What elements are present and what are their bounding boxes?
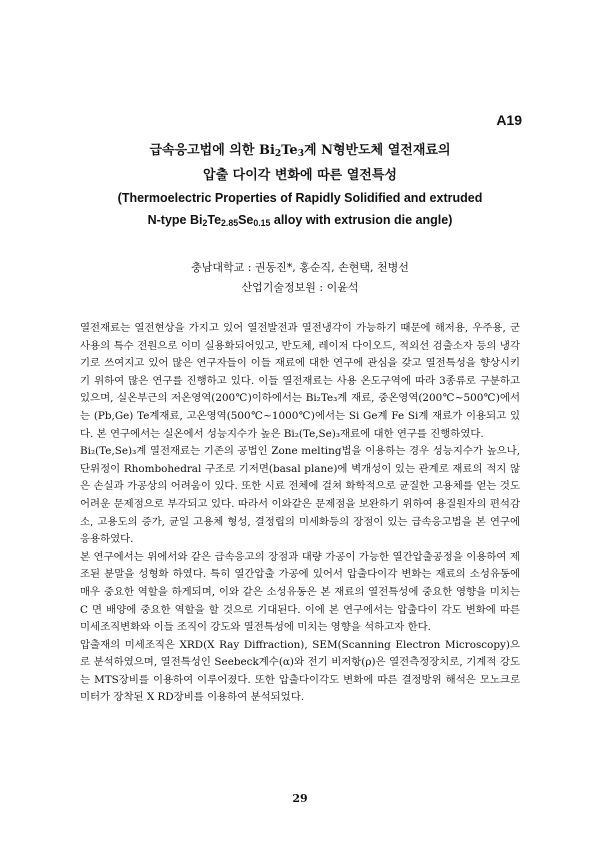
abstract-body <box>80 320 520 707</box>
english-title-text-a: N-type Bi <box>147 213 203 227</box>
korean-title-text-b: Te <box>281 143 298 158</box>
title-block <box>60 140 540 234</box>
korean-title-text-c: 계 N형반도체 열전재료의 <box>304 143 451 158</box>
english-title-line-2 <box>60 209 540 234</box>
english-title-text-b: Te <box>207 213 222 227</box>
author-block <box>60 258 540 298</box>
korean-title-line-2: 압출 다이각 변화에 따른 열전특성 <box>203 168 397 183</box>
body-paragraph-3: 본 연구에서는 위에서와 같은 급속응고의 장점과 대량 가공이 가능한 열간압출공정을 이용하여 제조된 분말을 성형화 하였다. 특히 열간압출 가공에 있어서 압출다이각 변화는 재료의 소성유동에 매우 중요한 역할을 하게되며, 이와 같은 소성유동은 본 재료의 열전특성에 중요한 영향을 미치는 C 면 배양에 중요한 역할을 할 것으로 기대된다. 이에 본 연구에서는 압출다이 각도 변화에 따른 미세조직변화와 이들 조직이 강도와 열전특성에 미치는 영향을 석하고자 한다. <box>80 550 520 634</box>
english-title-line-1: (Thermoelectric Properties of Rapidly Solidified and extruded <box>117 191 483 205</box>
body-paragraph-2: Bi₂(Te,Se)₃계 열전재료는 기존의 공법인 Zone melting법을 이용하는 경우 성능지수가 높으나, 단위정이 Rhombohedral 구조로 기저면(basal plane)에 벽개성이 있는 관계로 재료의 적지 않은 손실과 가공상의 어려움이 있다. 또한 시료 전체에 걸쳐 화학적으로 균질한 고용체를 얻는 것도 어려운 문제점으로 부각되고 있다. 따라서 이와같은 문제점을 보완하기 위하여 용질원자의 편석감소, 고용도의 증가, 균일 고용체 형성, 결정립의 미세화등의 장점이 있는 급속응고법을 본 연구에 응용하였다. <box>80 445 520 546</box>
english-title-sub-2: 2.85 <box>221 218 239 228</box>
body-paragraph-1: 열전재료는 열전현상을 가지고 있어 열전발전과 열전냉각이 가능하기 때문에 해저용, 우주용, 군사용의 특수 전원으로 이미 실용화되어있고, 반도체, 레이저 다이오드, 적외선 검출소자 등의 냉각기로 쓰여지고 있어 많은 연구자들이 이들 재료에 대한 연구에 관심을 갖고 열전특성을 향상시키기 위하여 많은 연구를 진행하고 있다. 이들 열전재료는 사용 온도구역에 따라 3종류로 구분하고 있으며, 실온부근의 저온영역(200℃)이하에서는 Bi₂Te₃계 재료, 중온영역(200℃~500℃)에서는 (Pb,Ge) Te계재료, 고온영역(500℃~1000℃)에서는 Si Ge계 Fe Si계 재료가 이용되고 있다. 본 연구에서는 실온에서 성능지수가 높은 Bi₂(Te,Se)₃재료에 대한 연구를 진행하였다. <box>80 322 520 440</box>
author-line-2: 산업기술정보원 : 이윤석 <box>241 281 359 294</box>
english-title-text-c: Se <box>238 213 254 227</box>
english-title-text-d: alloy with extrusion die angle) <box>270 213 453 227</box>
page-number: 29 <box>292 792 308 805</box>
author-line-1: 충남대학교 : 권동진*, 홍순직, 손현택, 천병선 <box>191 261 409 274</box>
body-paragraph-4: 압출재의 미세조직은 XRD(X Ray Diffraction), SEM(Scanning Electron Microscopy)으로 분석하였으며, 열전특성인 Seebeck계수(α)와 전기 비저항(ρ)은 열전측정장치로, 기계적 강도는 MTS장비를 이용하여 이루어졌다. 또한 압출다이각도 변화에 따른 결정방위 해석은 모노크로미터가 장착된 X RD장비를 이용하여 분석되었다. <box>80 638 520 704</box>
english-title-sub-1: 2 <box>202 218 208 228</box>
abstract-code: A19 <box>496 112 522 128</box>
korean-title-sub-2: 3 <box>297 148 305 159</box>
korean-title-line-1 <box>60 140 540 165</box>
korean-title-sub-1: 2 <box>274 148 282 159</box>
english-title-sub-3: 0.15 <box>253 218 271 228</box>
korean-title-text-a: 급속응고법에 의한 Bi <box>149 143 275 158</box>
